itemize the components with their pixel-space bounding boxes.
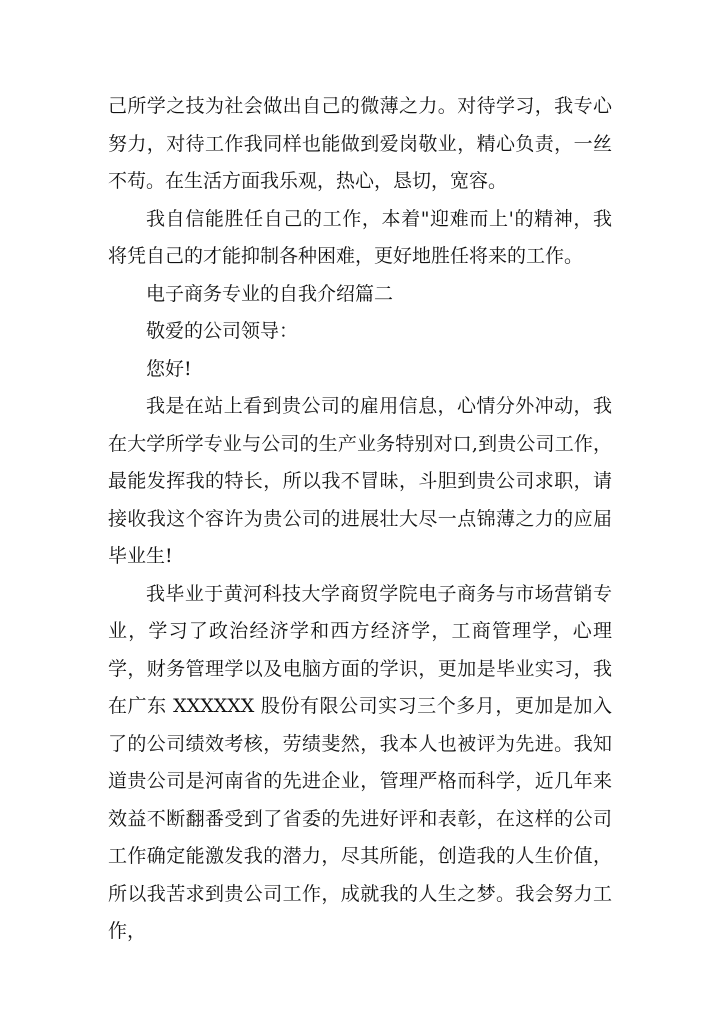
greeting: 您好! xyxy=(146,357,192,380)
paragraph-education: 我毕业于黄河科技大学商贸学院电子商务与市场营销专业，学习了政治经济学和西方经济学，工商管理学，心理学，财务管理学以及电脑方面的学识，更加是毕业实习，我在广东 XXXXXX 股份有限公司实习三个多月，更加是加入了的公司绩效考核，劳绩斐然，我本人也被评为先进。我知道贵公司是河南省的先进企业，管理严格而科学，近几年来效益不断翻番受到了省委的先进好评和表彰，在这样的公司工作确定能激发我的潜力，尽其所能，创造我的人生价值，所以我苦求到贵公司工作，成就我的人生之梦。我会努力工作， xyxy=(108,582,612,942)
paragraph-continuation: 己所学之技为社会做出自己的微薄之力。对待学习，我专心努力，对待工作我同样也能做到爱岗敬业，精心负责，一丝不苟。在生活方面我乐观，热心，恳切，宽容。 xyxy=(108,95,612,192)
paragraph-intro: 我是在站上看到贵公司的雇用信息，心情分外冲动，我在大学所学专业与公司的生产业务特别对口,到贵公司工作，最能发挥我的特长，所以我不冒昧，斗胆到贵公司求职，请接收我这个容许为贵公司的进展壮大尽一点锦薄之力的应届毕业生! xyxy=(108,395,612,567)
section-heading: 电子商务专业的自我介绍篇二 xyxy=(146,282,394,305)
document-body xyxy=(108,88,612,951)
paragraph-confidence: 我自信能胜任自己的工作，本着"迎难而上'的精神，我将凭自己的才能抑制各种困难，更好地胜任将来的工作。 xyxy=(108,207,612,267)
salutation: 敬爱的公司领导： xyxy=(146,320,299,342)
